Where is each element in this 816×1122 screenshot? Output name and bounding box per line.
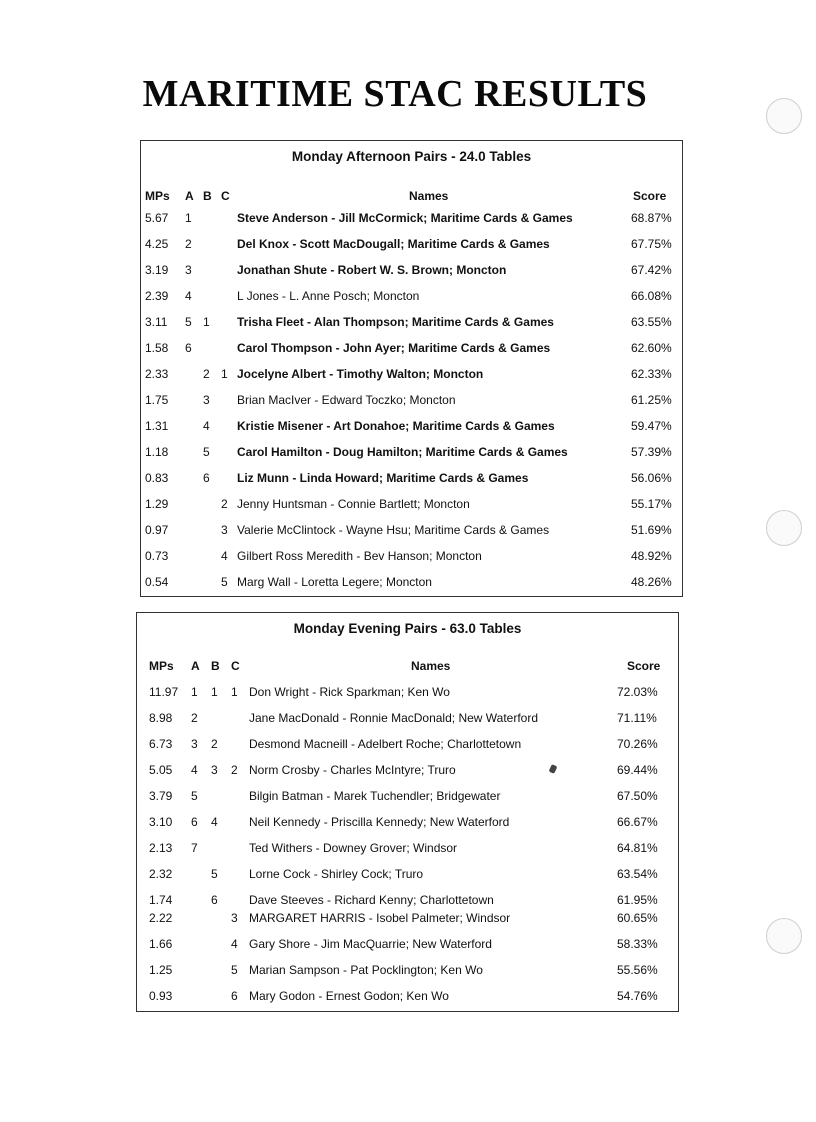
column-header-names: Names <box>411 659 451 673</box>
cell-names: Gilbert Ross Meredith - Bev Hanson; Moncton <box>237 549 482 563</box>
result-row <box>141 445 682 463</box>
afternoon-pairs-table <box>140 140 683 597</box>
cell-names: Steve Anderson - Jill McCormick; Maritime Cards & Games <box>237 211 573 225</box>
cell-score: 72.03% <box>617 685 658 699</box>
punch-hole <box>766 510 802 546</box>
column-header-c: C <box>221 189 230 203</box>
cell-mps: 3.19 <box>145 263 169 277</box>
cell-a: 5 <box>191 789 198 803</box>
cell-b: 3 <box>203 393 210 407</box>
cell-mps: 0.83 <box>145 471 169 485</box>
cell-names: Marian Sampson - Pat Pocklington; Ken Wo <box>249 963 483 977</box>
cell-names: Don Wright - Rick Sparkman; Ken Wo <box>249 685 450 699</box>
cell-mps: 2.22 <box>149 911 173 925</box>
cell-mps: 3.10 <box>149 815 173 829</box>
cell-mps: 1.74 <box>149 893 173 907</box>
result-row <box>137 763 678 781</box>
cell-score: 63.55% <box>631 315 672 329</box>
evening-pairs-table <box>136 612 679 1012</box>
cell-b: 6 <box>203 471 210 485</box>
result-row <box>141 315 682 333</box>
cell-score: 48.26% <box>631 575 672 589</box>
cell-names: Mary Godon - Ernest Godon; Ken Wo <box>249 989 449 1003</box>
cell-mps: 2.13 <box>149 841 173 855</box>
cell-a: 2 <box>191 711 198 725</box>
result-row <box>141 471 682 489</box>
result-row <box>141 289 682 307</box>
result-row <box>137 911 678 929</box>
cell-mps: 0.97 <box>145 523 169 537</box>
result-row <box>141 523 682 541</box>
cell-score: 60.65% <box>617 911 658 925</box>
cell-names: Jenny Huntsman - Connie Bartlett; Moncton <box>237 497 470 511</box>
cell-mps: 3.79 <box>149 789 173 803</box>
cell-mps: 2.33 <box>145 367 169 381</box>
cell-score: 55.17% <box>631 497 672 511</box>
cell-names: Neil Kennedy - Priscilla Kennedy; New Waterford <box>249 815 510 829</box>
cell-names: Carol Thompson - John Ayer; Maritime Cards & Games <box>237 341 551 355</box>
cell-mps: 2.39 <box>145 289 169 303</box>
column-header-names: Names <box>409 189 449 203</box>
column-header-b: B <box>211 659 220 673</box>
cell-names: Jocelyne Albert - Timothy Walton; Moncton <box>237 367 484 381</box>
cell-mps: 5.05 <box>149 763 173 777</box>
cell-score: 66.67% <box>617 815 658 829</box>
cell-mps: 6.73 <box>149 737 173 751</box>
cell-a: 4 <box>191 763 198 777</box>
cell-mps: 1.31 <box>145 419 169 433</box>
cell-c: 6 <box>231 989 238 1003</box>
cell-mps: 0.54 <box>145 575 169 589</box>
cell-b: 2 <box>211 737 218 751</box>
result-row <box>141 211 682 229</box>
cell-mps: 3.11 <box>145 315 168 329</box>
cell-mps: 1.18 <box>145 445 169 459</box>
cell-names: Jane MacDonald - Ronnie MacDonald; New Waterford <box>249 711 539 725</box>
cell-score: 56.06% <box>631 471 672 485</box>
cell-mps: 2.32 <box>149 867 173 881</box>
section-title: Monday Afternoon Pairs - 24.0 Tables <box>291 149 532 164</box>
cell-mps: 1.66 <box>149 937 173 951</box>
cell-score: 71.11% <box>617 711 657 725</box>
result-row <box>137 841 678 859</box>
cell-b: 6 <box>211 893 218 907</box>
result-row <box>141 393 682 411</box>
cell-names: Valerie McClintock - Wayne Hsu; Maritime Cards & Games <box>237 523 550 537</box>
cell-names: Bilgin Batman - Marek Tuchendler; Bridgewater <box>249 789 501 803</box>
cell-b: 5 <box>203 445 210 459</box>
cell-b: 3 <box>211 763 218 777</box>
cell-b: 1 <box>203 315 210 329</box>
column-header-mps: MPs <box>145 189 170 203</box>
result-row <box>137 937 678 955</box>
page-title: MARITIME STAC RESULTS <box>142 73 648 115</box>
result-row <box>141 419 682 437</box>
cell-c: 5 <box>221 575 228 589</box>
cell-score: 68.87% <box>631 211 672 225</box>
cell-names: Desmond Macneill - Adelbert Roche; Charlottetown <box>249 737 522 751</box>
cell-mps: 4.25 <box>145 237 169 251</box>
result-row <box>141 549 682 567</box>
result-row <box>137 711 678 729</box>
cell-names: Dave Steeves - Richard Kenny; Charlottetown <box>249 893 494 907</box>
cell-names: Marg Wall - Loretta Legere; Moncton <box>237 575 432 589</box>
result-row <box>137 893 678 911</box>
cell-score: 61.95% <box>617 893 658 907</box>
cell-names: Liz Munn - Linda Howard; Maritime Cards & Games <box>237 471 529 485</box>
cell-names: Brian MacIver - Edward Toczko; Moncton <box>237 393 456 407</box>
cell-c: 4 <box>231 937 238 951</box>
result-row <box>137 989 678 1007</box>
cell-c: 1 <box>221 367 228 381</box>
cell-mps: 1.58 <box>145 341 169 355</box>
cell-score: 61.25% <box>631 393 672 407</box>
cell-mps: 0.73 <box>145 549 169 563</box>
cell-a: 7 <box>191 841 198 855</box>
cell-score: 66.08% <box>631 289 672 303</box>
cell-c: 3 <box>231 911 238 925</box>
cell-c: 3 <box>221 523 228 537</box>
cell-score: 51.69% <box>631 523 672 537</box>
cell-score: 67.42% <box>631 263 672 277</box>
cell-names: Ted Withers - Downey Grover; Windsor <box>249 841 458 855</box>
cell-names: Carol Hamilton - Doug Hamilton; Maritime Cards & Games <box>237 445 568 459</box>
cell-score: 59.47% <box>631 419 672 433</box>
cell-score: 62.33% <box>631 367 672 381</box>
cell-b: 4 <box>203 419 210 433</box>
column-header-mps: MPs <box>149 659 174 673</box>
cell-c: 2 <box>221 497 228 511</box>
cell-a: 6 <box>185 341 192 355</box>
cell-score: 67.75% <box>631 237 672 251</box>
cell-a: 4 <box>185 289 192 303</box>
cell-b: 2 <box>203 367 210 381</box>
cell-score: 57.39% <box>631 445 672 459</box>
result-row <box>137 815 678 833</box>
cell-mps: 0.93 <box>149 989 173 1003</box>
cell-b: 5 <box>211 867 218 881</box>
cell-names: Norm Crosby - Charles McIntyre; Truro <box>249 763 456 777</box>
cell-names: Jonathan Shute - Robert W. S. Brown; Moncton <box>237 263 507 277</box>
column-header-a: A <box>185 189 194 203</box>
cell-b: 1 <box>211 685 218 699</box>
cell-c: 4 <box>221 549 228 563</box>
cell-a: 3 <box>185 263 192 277</box>
result-row <box>141 575 682 593</box>
cell-names: Trisha Fleet - Alan Thompson; Maritime Cards & Games <box>237 315 554 329</box>
cell-a: 6 <box>191 815 198 829</box>
cell-c: 5 <box>231 963 238 977</box>
cell-score: 55.56% <box>617 963 658 977</box>
cell-mps: 8.98 <box>149 711 173 725</box>
result-row <box>137 963 678 981</box>
cell-score: 69.44% <box>617 763 658 777</box>
cell-a: 5 <box>185 315 192 329</box>
cell-mps: 11.97 <box>149 685 179 699</box>
result-row <box>141 497 682 515</box>
cell-names: Lorne Cock - Shirley Cock; Truro <box>249 867 424 881</box>
cell-c: 1 <box>231 685 238 699</box>
cell-names: L Jones - L. Anne Posch; Moncton <box>237 289 420 303</box>
cell-score: 64.81% <box>617 841 658 855</box>
cell-a: 3 <box>191 737 198 751</box>
cell-score: 54.76% <box>617 989 658 1003</box>
cell-mps: 5.67 <box>145 211 169 225</box>
cell-score: 62.60% <box>631 341 672 355</box>
cell-score: 48.92% <box>631 549 672 563</box>
cell-b: 4 <box>211 815 218 829</box>
result-row <box>141 237 682 255</box>
result-row <box>137 867 678 885</box>
cell-names: MARGARET HARRIS - Isobel Palmeter; Windsor <box>249 911 511 925</box>
column-header-c: C <box>231 659 240 673</box>
cell-score: 63.54% <box>617 867 658 881</box>
result-row <box>141 263 682 281</box>
cell-score: 58.33% <box>617 937 658 951</box>
cell-names: Kristie Misener - Art Donahoe; Maritime Cards & Games <box>237 419 555 433</box>
result-row <box>137 737 678 755</box>
cell-score: 70.26% <box>617 737 658 751</box>
result-row <box>141 367 682 385</box>
cell-mps: 1.75 <box>145 393 169 407</box>
cell-a: 1 <box>191 685 198 699</box>
result-row <box>137 685 678 703</box>
column-header-score: Score <box>633 189 667 203</box>
result-row <box>137 789 678 807</box>
result-row <box>141 341 682 359</box>
cell-a: 2 <box>185 237 192 251</box>
cell-mps: 1.29 <box>145 497 169 511</box>
column-header-a: A <box>191 659 200 673</box>
cell-names: Gary Shore - Jim MacQuarrie; New Waterford <box>249 937 492 951</box>
column-header-score: Score <box>627 659 661 673</box>
cell-mps: 1.25 <box>149 963 173 977</box>
cell-score: 67.50% <box>617 789 658 803</box>
punch-hole <box>766 98 802 134</box>
cell-c: 2 <box>231 763 238 777</box>
punch-hole <box>766 918 802 954</box>
cell-a: 1 <box>185 211 192 225</box>
section-title: Monday Evening Pairs - 63.0 Tables <box>293 621 522 636</box>
column-header-b: B <box>203 189 212 203</box>
cell-names: Del Knox - Scott MacDougall; Maritime Cards & Games <box>237 237 550 251</box>
